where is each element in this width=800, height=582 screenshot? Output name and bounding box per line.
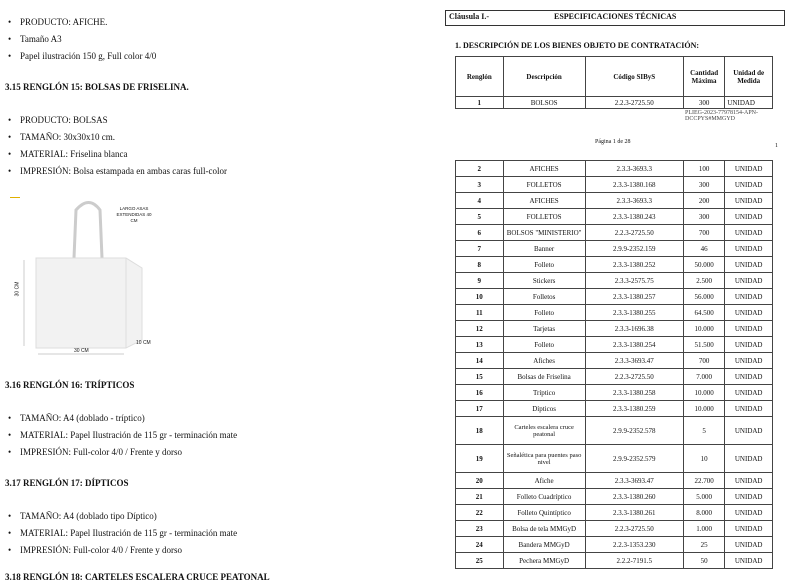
document-reference: PLIEG-2023-77978154-APN-DCCPYS#MMGYD	[685, 110, 758, 122]
list-item: • IMPRESIÓN: Full-color 4/0 / Frente y dorso	[20, 447, 182, 458]
table-row	[456, 209, 773, 225]
table-cell: 2.3.3-1380.243	[585, 209, 683, 225]
table-cell: 10.000	[683, 321, 725, 337]
table-cell: 2.3.3-1380.261	[585, 505, 683, 521]
table-row	[456, 385, 773, 401]
table-row	[456, 273, 773, 289]
table-row	[456, 257, 773, 273]
table-cell: UNIDAD	[725, 177, 773, 193]
col-header: Cantidad Máxima	[683, 57, 725, 97]
table-cell: 1.000	[683, 521, 725, 537]
table-cell: UNIDAD	[725, 353, 773, 369]
table-cell: UNIDAD	[725, 257, 773, 273]
bag-illustration	[14, 190, 164, 360]
list-item: • PRODUCTO: AFICHE.	[20, 17, 107, 28]
table-cell: BOLSOS "MINISTERIO"	[503, 225, 585, 241]
table-cell: 11	[456, 305, 504, 321]
width-label: 30 CM	[74, 348, 89, 354]
table-cell: UNIDAD	[725, 505, 773, 521]
table-cell: Stickers	[503, 273, 585, 289]
handle-label: LARGO ASAS EXTENDIDAS 40 CM	[116, 206, 152, 223]
table-cell: 2.3.3-2575.75	[585, 273, 683, 289]
table-cell: 2.3.3-1380.168	[585, 177, 683, 193]
table-cell: 14	[456, 353, 504, 369]
table-cell: 2.3.3-3693.3	[585, 161, 683, 177]
depth-label: 10 CM	[136, 340, 151, 346]
table-row	[456, 241, 773, 257]
table-cell: 10	[683, 445, 725, 473]
table-row	[456, 369, 773, 385]
col-header: Descripción	[503, 57, 585, 97]
table-cell: FOLLETOS	[503, 209, 585, 225]
table-cell: 2.3.3-3693.3	[585, 193, 683, 209]
table-row	[456, 417, 773, 445]
table-row	[456, 489, 773, 505]
table-cell: UNIDAD	[725, 241, 773, 257]
table-cell: Dípticos	[503, 401, 585, 417]
section-subtitle: 1. DESCRIPCIÓN DE LOS BIENES OBJETO DE CONTRATACIÓN:	[455, 41, 700, 50]
table-cell: 7.000	[683, 369, 725, 385]
table-row	[456, 321, 773, 337]
table-cell: UNIDAD	[725, 417, 773, 445]
table-cell: 22.700	[683, 473, 725, 489]
table-cell: 17	[456, 401, 504, 417]
table-cell: Tarjetas	[503, 321, 585, 337]
table-cell: 2.9.9-2352.579	[585, 445, 683, 473]
table-cell: UNIDAD	[725, 521, 773, 537]
list-item: • IMPRESIÓN: Bolsa estampada en ambas caras full-color	[20, 166, 227, 177]
table-cell: 2.3.3-1380.258	[585, 385, 683, 401]
table-cell: 24	[456, 537, 504, 553]
list-item: • MATERIAL: Friselina blanca	[20, 149, 127, 160]
table-cell: 50	[683, 553, 725, 569]
clause-title: ESPECIFICACIONES TÉCNICAS	[554, 12, 677, 21]
table-cell: 2.3.3-1380.257	[585, 289, 683, 305]
table-cell: UNIDAD	[725, 385, 773, 401]
table-row	[456, 445, 773, 473]
col-header: Código SIByS	[585, 57, 683, 97]
table-cell: UNIDAD	[725, 369, 773, 385]
table-cell: 64.500	[683, 305, 725, 321]
table-row	[456, 305, 773, 321]
list-item: • TAMAÑO: A4 (doblado - tríptico)	[20, 413, 145, 424]
table-cell: 2.2.3-2725.50	[585, 369, 683, 385]
table-cell: 700	[683, 225, 725, 241]
table-cell: UNIDAD	[725, 537, 773, 553]
section-heading-17: 3.17 RENGLÓN 17: DÍPTICOS	[5, 478, 129, 488]
table-cell: 10.000	[683, 401, 725, 417]
clause-box	[445, 10, 785, 26]
table-row	[456, 337, 773, 353]
table-cell: 5	[456, 209, 504, 225]
table-cell: 15	[456, 369, 504, 385]
table-cell: Folletos	[503, 289, 585, 305]
table-cell: 8	[456, 257, 504, 273]
table-cell: 4	[456, 193, 504, 209]
table-cell: UNIDAD	[725, 473, 773, 489]
table-cell: UNIDAD	[725, 553, 773, 569]
table-row	[456, 289, 773, 305]
table-cell: Pechera MMGyD	[503, 553, 585, 569]
table-cell: 200	[683, 193, 725, 209]
page-number: Página 1 de 28	[595, 139, 631, 145]
list-item: • MATERIAL: Papel Ilustración de 115 gr - terminación mate	[20, 430, 237, 441]
table-row	[456, 193, 773, 209]
table-row	[456, 353, 773, 369]
table-cell: UNIDAD	[725, 337, 773, 353]
col-header: Renglón	[456, 57, 504, 97]
table-cell: 3	[456, 177, 504, 193]
table-cell: Señalética para puentes paso nivel	[503, 445, 585, 473]
table-cell: UNIDAD	[725, 445, 773, 473]
table-cell: 6	[456, 225, 504, 241]
table-cell: 12	[456, 321, 504, 337]
list-item: • TAMAÑO: 30x30x10 cm.	[20, 132, 115, 143]
table-cell: AFICHES	[503, 193, 585, 209]
table-cell: 25	[456, 553, 504, 569]
list-item: • TAMAÑO: A4 (doblado tipo Díptico)	[20, 511, 157, 522]
table-cell: UNIDAD	[725, 209, 773, 225]
table-cell: 2.3.3-1380.259	[585, 401, 683, 417]
table-cell: Folleto Quintíptico	[503, 505, 585, 521]
table-cell: 8.000	[683, 505, 725, 521]
list-item: • IMPRESIÓN: Full-color 4/0 / Frente y dorso	[20, 545, 182, 556]
table-cell: 20	[456, 473, 504, 489]
table-cell: Folleto	[503, 305, 585, 321]
table-cell: 18	[456, 417, 504, 445]
right-page	[445, 0, 800, 579]
table-cell: 2.9.9-2352.578	[585, 417, 683, 445]
table-cell: UNIDAD	[725, 193, 773, 209]
table-row	[456, 505, 773, 521]
table-cell: Bandera MMGyD	[503, 537, 585, 553]
table-cell: 7	[456, 241, 504, 257]
table-row	[456, 537, 773, 553]
table-cell: 2.3.3-1380.254	[585, 337, 683, 353]
page-corner-number: 1	[775, 143, 778, 149]
table-row	[456, 473, 773, 489]
table-cell: 25	[683, 537, 725, 553]
table-cell: Folleto	[503, 337, 585, 353]
table-cell: 2.3.3-1696.38	[585, 321, 683, 337]
table-cell: UNIDAD	[725, 289, 773, 305]
list-item: • MATERIAL: Papel Ilustración de 115 gr - terminación mate	[20, 528, 237, 539]
table-row	[456, 225, 773, 241]
items-table-body	[455, 160, 773, 569]
list-item: • Tamaño A3	[20, 34, 62, 45]
table-cell: 2.2.2-7191.5	[585, 553, 683, 569]
list-item: • Papel ilustración 150 g, Full color 4/0	[20, 51, 156, 62]
table-cell: 50.000	[683, 257, 725, 273]
table-cell: 2.2.3-2725.50	[585, 225, 683, 241]
table-cell: 300	[683, 177, 725, 193]
table-cell: Banner	[503, 241, 585, 257]
section-heading-16: 3.16 RENGLÓN 16: TRÍPTICOS	[5, 380, 135, 390]
table-cell: UNIDAD	[725, 273, 773, 289]
table-cell: Folleto Cuadríptico	[503, 489, 585, 505]
table-cell: 2.2.3-2725.50	[585, 521, 683, 537]
items-table-head	[455, 56, 773, 109]
table-cell: 46	[683, 241, 725, 257]
table-cell: Carteles escalera cruce peatonal	[503, 417, 585, 445]
table-cell: UNIDAD	[725, 321, 773, 337]
col-header: Unidad de Medida	[725, 57, 773, 97]
table-cell: 16	[456, 385, 504, 401]
section-heading-18: 3.18 RENGLÓN 18: CARTELES ESCALERA CRUCE PEATONAL	[5, 572, 270, 582]
table-cell: Bolsa de tela MMGyD	[503, 521, 585, 537]
list-item: • PRODUCTO: BOLSAS	[20, 115, 108, 126]
table-cell: 2.3.3-3693.47	[585, 353, 683, 369]
table-cell: FOLLETOS	[503, 177, 585, 193]
table-cell: 2.3.3-1380.252	[585, 257, 683, 273]
table-cell: 2.3.3-3693.47	[585, 473, 683, 489]
table-cell: 10.000	[683, 385, 725, 401]
table-cell: 2.3.3-1380.255	[585, 305, 683, 321]
table-cell: 5.000	[683, 489, 725, 505]
table-cell: 2.9.9-2352.159	[585, 241, 683, 257]
table-cell: 56.000	[683, 289, 725, 305]
table-cell: 2.500	[683, 273, 725, 289]
table-cell: UNIDAD	[725, 305, 773, 321]
table-cell: UNIDAD	[725, 401, 773, 417]
table-row	[456, 401, 773, 417]
table-cell: UNIDAD	[725, 225, 773, 241]
table-row	[456, 553, 773, 569]
table-cell: 13	[456, 337, 504, 353]
clause-label: Cláusula I.-	[449, 12, 490, 21]
table-cell: 2	[456, 161, 504, 177]
table-cell: Afiches	[503, 353, 585, 369]
table-cell: AFICHES	[503, 161, 585, 177]
table-row	[456, 177, 773, 193]
table-cell: 9	[456, 273, 504, 289]
table-cell: 23	[456, 521, 504, 537]
table-cell: 2.3.3-1380.260	[585, 489, 683, 505]
table-cell: Tríptico	[503, 385, 585, 401]
table-cell: 100	[683, 161, 725, 177]
height-label: 30 CM	[14, 281, 21, 297]
table-cell: 5	[683, 417, 725, 445]
table-cell: Afiche	[503, 473, 585, 489]
table-cell: UNIDAD	[725, 489, 773, 505]
table-cell: 700	[683, 353, 725, 369]
table-cell: UNIDAD	[725, 161, 773, 177]
section-heading-15: 3.15 RENGLÓN 15: BOLSAS DE FRISELINA.	[5, 82, 189, 92]
table-row	[456, 161, 773, 177]
table-cell: 51.500	[683, 337, 725, 353]
table-cell: Folleto	[503, 257, 585, 273]
table-cell: 300	[683, 209, 725, 225]
table-cell: 10	[456, 289, 504, 305]
table-cell: 2.2.3-1353.230	[585, 537, 683, 553]
table-cell: 22	[456, 505, 504, 521]
table-cell: Bolsas de Friselina	[503, 369, 585, 385]
table-row	[456, 521, 773, 537]
table-cell: 19	[456, 445, 504, 473]
table-row: 1 BOLSOS 2.2.3-2725.50 300 UNIDAD	[456, 97, 773, 109]
table-cell: 21	[456, 489, 504, 505]
